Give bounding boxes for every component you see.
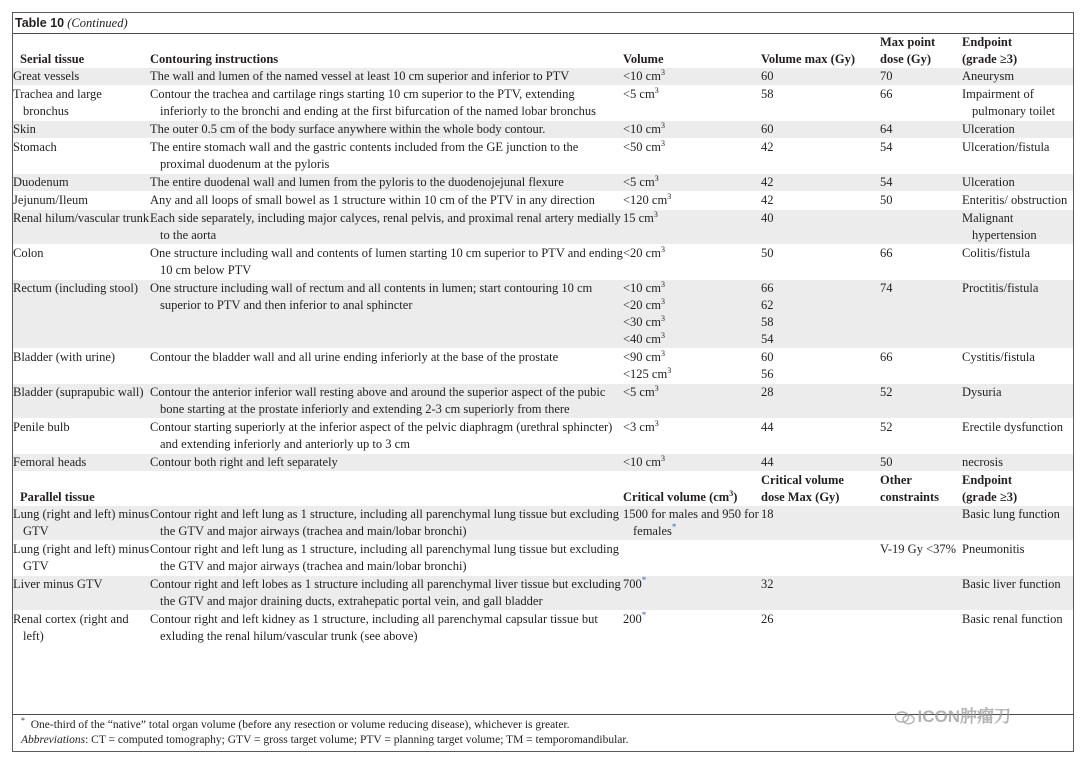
max-point-dose-cell: 52 (880, 419, 962, 454)
table-row (13, 384, 1073, 419)
volume-value (623, 454, 761, 471)
superscript-3: 3 (654, 85, 659, 95)
contouring-cell: Contour right and left kidney as 1 structure, including all parenchymal capsular tissue but exluding the renal hilum/vascular trunk (see above) (150, 611, 623, 646)
volume-max-value: 40 (761, 211, 774, 225)
volume-cell (623, 384, 761, 419)
endpoint-cell: Enteritis/ obstruction (962, 192, 1073, 210)
header-critical-volume-text: Critical volume (cm (623, 490, 730, 504)
table-frame (12, 12, 1074, 752)
parallel-tissue-cell: Renal cortex (right and left) (13, 611, 150, 646)
superscript-3: 3 (654, 383, 659, 393)
volume-cell (623, 139, 761, 174)
header-serial-tissue: Serial tissue (20, 52, 85, 66)
serial-tissue-cell: Jejunum/Ileum (13, 192, 150, 210)
serial-tissue-cell: Trachea and large bronchus (13, 86, 150, 121)
volume-text: 15 cm (623, 211, 654, 225)
volume-cell (623, 245, 761, 280)
volume-max-cell (761, 384, 880, 419)
watermark (895, 702, 1012, 727)
volume-max-value: 44 (761, 455, 774, 469)
header-volume-max: Volume max (Gy) (761, 52, 855, 66)
wechat-icon (895, 711, 915, 725)
endpoint-cell: Basic renal function (962, 611, 1073, 646)
table-caption (13, 13, 1073, 34)
data-table (13, 34, 1073, 646)
volume-text: <5 cm (623, 175, 655, 189)
abbreviations-label: Abbreviations (21, 734, 86, 746)
serial-tissue-cell: Bladder (suprapubic wall) (13, 384, 150, 419)
volume-text: <5 cm (623, 87, 655, 101)
parallel-header-row (13, 472, 1073, 507)
critical-volume-text: 200 (623, 612, 642, 626)
volume-value (623, 139, 761, 156)
critical-volume-cell (623, 611, 761, 646)
contouring-cell: Contour the trachea and cartilage rings starting 10 cm superior to the PTV, extending inferiorly to the bronchi and ending at the first bifurcation of the named lobar bronchus (150, 86, 623, 121)
contouring-cell: The entire duodenal wall and lumen from the pyloris to the duodenojejunal flexure (150, 174, 623, 192)
volume-value (623, 121, 761, 138)
header-critical-dose-line2: dose Max (Gy) (761, 490, 840, 504)
critical-dose-cell: 32 (761, 576, 880, 611)
footnote-marker: * (641, 574, 647, 585)
volume-value (623, 349, 761, 366)
header-contouring: Contouring instructions (150, 52, 279, 66)
volume-max-cell (761, 349, 880, 384)
table-row (13, 192, 1073, 210)
volume-text: <120 cm (623, 193, 668, 207)
volume-cell (623, 349, 761, 384)
volume-max-value: 50 (761, 246, 774, 260)
volume-text: <10 cm (623, 455, 661, 469)
header-max-point-line2: dose (Gy) (880, 52, 932, 66)
volume-max-cell (761, 245, 880, 280)
table-row (13, 506, 1073, 541)
endpoint-cell: Proctitis/fistula (962, 280, 1073, 349)
volume-value (623, 86, 761, 103)
max-point-dose-cell: 54 (880, 139, 962, 174)
contouring-cell: Contour both right and left separately (150, 454, 623, 472)
volume-max-cell (761, 454, 880, 472)
volume-cell (623, 86, 761, 121)
critical-dose-cell: 18 (761, 506, 880, 541)
endpoint-cell: Aneurysm (962, 68, 1073, 86)
critical-volume-text: 700 (623, 577, 642, 591)
volume-text: <5 cm (623, 385, 655, 399)
volume-max-cell (761, 68, 880, 86)
volume-max-value: 44 (761, 420, 774, 434)
header-parallel-tissue: Parallel tissue (13, 472, 150, 507)
contouring-cell: One structure including wall of rectum and all contents in lumen; start contouring 10 cm superior to PTV and then inferior to anal sphincter (150, 280, 623, 349)
superscript-3: 3 (660, 330, 665, 340)
header-critical-dose-line1: Critical volume (761, 473, 844, 487)
max-point-dose-cell: 66 (880, 349, 962, 384)
table-row (13, 68, 1073, 86)
volume-value (623, 210, 761, 227)
critical-volume-cell (623, 541, 761, 576)
header-parallel-endpoint (962, 472, 1073, 507)
volume-value (623, 314, 761, 331)
critical-volume-text: 1500 for males and 950 for females (623, 507, 759, 538)
superscript-3: 3 (660, 296, 665, 306)
other-constraints-cell (880, 506, 962, 541)
table-label: Table 10 (15, 16, 65, 30)
table-row (13, 86, 1073, 121)
superscript-3: 3 (660, 313, 665, 323)
volume-max-cell (761, 174, 880, 192)
contouring-cell: Contour starting superiorly at the inferior aspect of the pelvic diaphragm (urethral sphincter) and extending inferiorly and anteriorly up to 3 cm (150, 419, 623, 454)
serial-tissue-cell: Stomach (13, 139, 150, 174)
volume-max-cell (761, 139, 880, 174)
table-row (13, 454, 1073, 472)
max-point-dose-cell: 50 (880, 192, 962, 210)
table-row (13, 139, 1073, 174)
footnote-abbreviations (21, 733, 1067, 748)
volume-cell (623, 210, 761, 245)
max-point-dose-cell: 66 (880, 245, 962, 280)
endpoint-cell: Cystitis/fistula (962, 349, 1073, 384)
superscript-3: 3 (667, 191, 672, 201)
volume-cell (623, 419, 761, 454)
other-constraints-cell (880, 576, 962, 611)
volume-value (623, 280, 761, 297)
max-point-dose-cell: 54 (880, 174, 962, 192)
volume-max-value: 60 (761, 350, 774, 364)
volume-max-value: 58 (761, 315, 774, 329)
critical-volume-cell (623, 576, 761, 611)
volume-value (623, 174, 761, 191)
volume-max-cell (761, 280, 880, 349)
endpoint-cell: Impairment of pulmonary toilet (962, 86, 1073, 121)
volume-value (623, 68, 761, 85)
serial-tissue-cell: Renal hilum/vascular trunk (13, 210, 150, 245)
max-point-dose-cell (880, 210, 962, 245)
header-other-line2: constraints (880, 490, 940, 504)
contouring-cell: The wall and lumen of the named vessel at least 10 cm superior and inferior to PTV (150, 68, 623, 86)
endpoint-cell: Pneumonitis (962, 541, 1073, 576)
footnote-star: * (21, 716, 25, 726)
footnote-marker: * (641, 609, 647, 620)
serial-tissue-cell: Femoral heads (13, 454, 150, 472)
volume-max-value: 42 (761, 140, 774, 154)
serial-tissue-cell: Great vessels (13, 68, 150, 86)
header-critical-volume (623, 472, 761, 507)
superscript-3: 3 (660, 120, 665, 130)
other-constraints-cell: V-19 Gy <37% (880, 541, 962, 576)
volume-max-cell (761, 86, 880, 121)
volume-max-cell (761, 210, 880, 245)
abbreviations-text: : CT = computed tomography; GTV = gross target volume; PTV = planning target volume; TM = temporomandibular. (85, 734, 629, 746)
endpoint-cell: Dysuria (962, 384, 1073, 419)
header-endpoint (962, 34, 1073, 68)
header-endpoint-line2: (grade ≥3) (962, 52, 1018, 66)
volume-value (623, 245, 761, 262)
superscript-3: 3 (654, 173, 659, 183)
volume-value (623, 366, 761, 383)
endpoint-cell: Ulceration/fistula (962, 139, 1073, 174)
endpoint-cell: Ulceration (962, 174, 1073, 192)
serial-tissue-cell: Bladder (with urine) (13, 349, 150, 384)
table-row (13, 576, 1073, 611)
contouring-cell: Any and all loops of small bowel as 1 structure within 10 cm of the PTV in any direction (150, 192, 623, 210)
table-row (13, 210, 1073, 245)
volume-value (623, 331, 761, 348)
max-point-dose-cell: 52 (880, 384, 962, 419)
volume-value (623, 384, 761, 401)
header-parallel-endpoint-line1: Endpoint (962, 473, 1013, 487)
header-endpoint-line1: Endpoint (962, 35, 1013, 49)
endpoint-cell: Malignant hypertension (962, 210, 1073, 245)
superscript-3: 3 (660, 244, 665, 254)
volume-max-value: 66 (761, 281, 774, 295)
volume-max-cell (761, 192, 880, 210)
volume-max-value: 54 (761, 332, 774, 346)
table-row (13, 174, 1073, 192)
volume-text: <50 cm (623, 140, 661, 154)
max-point-dose-cell: 50 (880, 454, 962, 472)
endpoint-cell: Erectile dysfunction (962, 419, 1073, 454)
contouring-cell: The outer 0.5 cm of the body surface anywhere within the whole body contour. (150, 121, 623, 139)
header-parallel-endpoint-line2: (grade ≥3) (962, 490, 1018, 504)
volume-max-value: 62 (761, 298, 774, 312)
endpoint-cell: Ulceration (962, 121, 1073, 139)
volume-text: <20 cm (623, 298, 661, 312)
parallel-tissue-cell: Lung (right and left) minus GTV (13, 541, 150, 576)
parallel-tissue-cell: Liver minus GTV (13, 576, 150, 611)
contouring-cell: Contour right and left lobes as 1 structure including all parenchymal liver tissue but excluding the GTV and major draining ducts, extrahepatic portal vein, and gall bladder (150, 576, 623, 611)
max-point-dose-cell: 70 (880, 68, 962, 86)
table-row (13, 419, 1073, 454)
superscript-3: 3 (660, 279, 665, 289)
endpoint-cell: Basic liver function (962, 576, 1073, 611)
header-max-point-line1: Max point (880, 35, 936, 49)
endpoint-cell: Colitis/fistula (962, 245, 1073, 280)
volume-max-value: 28 (761, 385, 774, 399)
volume-cell (623, 121, 761, 139)
volume-text: <125 cm (623, 367, 668, 381)
superscript-3: 3 (660, 138, 665, 148)
footnote-note: One-third of the “native” total organ volume (before any resection or volume reducing disease), whichever is greater. (30, 719, 570, 731)
max-point-dose-cell: 66 (880, 86, 962, 121)
serial-tissue-cell: Rectum (including stool) (13, 280, 150, 349)
volume-max-value: 42 (761, 193, 774, 207)
critical-dose-cell (761, 541, 880, 576)
footnote-marker: * (671, 521, 677, 532)
contouring-cell: Contour right and left lung as 1 structure, including all parenchymal lung tissue but excluding the GTV and major airways (trachea and main/lobar bronchi) (150, 541, 623, 576)
volume-max-value: 56 (761, 367, 774, 381)
superscript-3: 3 (667, 365, 672, 375)
volume-text: <40 cm (623, 332, 661, 346)
volume-cell (623, 174, 761, 192)
table-row (13, 280, 1073, 349)
other-constraints-cell (880, 611, 962, 646)
header-critical-dose (761, 472, 880, 507)
parallel-tissue-cell: Lung (right and left) minus GTV (13, 506, 150, 541)
volume-max-cell (761, 121, 880, 139)
volume-text: <10 cm (623, 122, 661, 136)
header-critical-volume-close: ) (733, 490, 738, 504)
header-parallel-contouring (150, 472, 623, 507)
superscript-3: 3 (653, 209, 658, 219)
endpoint-cell: Basic lung function (962, 506, 1073, 541)
serial-tissue-cell: Colon (13, 245, 150, 280)
max-point-dose-cell: 74 (880, 280, 962, 349)
serial-tissue-cell: Penile bulb (13, 419, 150, 454)
superscript-3: 3 (660, 67, 665, 77)
volume-text: <90 cm (623, 350, 661, 364)
serial-header-row (13, 34, 1073, 68)
volume-cell (623, 454, 761, 472)
table-body (13, 34, 1073, 646)
contouring-cell: Contour the anterior inferior wall resting above and around the superior aspect of the pubic bone starting at the prostate inferiorly and extending 2-3 cm superiorly from there (150, 384, 623, 419)
superscript-3: 3 (660, 348, 665, 358)
volume-max-value: 60 (761, 69, 774, 83)
critical-dose-cell: 26 (761, 611, 880, 646)
contouring-cell: Contour right and left lung as 1 structure, including all parenchymal lung tissue but excluding the GTV and major airways (trachea and main/lobar bronchi) (150, 506, 623, 541)
endpoint-cell: necrosis (962, 454, 1073, 472)
table-row (13, 245, 1073, 280)
superscript-3: 3 (660, 453, 665, 463)
watermark-text: ICON肿瘤刀 (917, 707, 1011, 726)
volume-cell (623, 68, 761, 86)
volume-text: <10 cm (623, 281, 661, 295)
volume-text: <3 cm (623, 420, 655, 434)
superscript-3: 3 (654, 418, 659, 428)
serial-tissue-cell: Skin (13, 121, 150, 139)
volume-text: <30 cm (623, 315, 661, 329)
contouring-cell: One structure including wall and contents of lumen starting 10 cm superior to PTV and ending 10 cm below PTV (150, 245, 623, 280)
table-continued: (Continued) (67, 16, 128, 30)
volume-cell (623, 280, 761, 349)
table-row (13, 611, 1073, 646)
contouring-cell: Contour the bladder wall and all urine ending inferiorly at the base of the prostate (150, 349, 623, 384)
header-other-constraints (880, 472, 962, 507)
serial-tissue-cell: Duodenum (13, 174, 150, 192)
critical-volume-cell (623, 506, 761, 541)
volume-max-value: 60 (761, 122, 774, 136)
table-row (13, 121, 1073, 139)
volume-value (623, 297, 761, 314)
header-volume: Volume (623, 52, 664, 66)
volume-value (623, 192, 761, 209)
table-row (13, 541, 1073, 576)
contouring-cell: Each side separately, including major calyces, renal pelvis, and proximal renal artery medially to the aorta (150, 210, 623, 245)
contouring-cell: The entire stomach wall and the gastric contents included from the GE junction to the proximal duodenum at the pyloris (150, 139, 623, 174)
header-max-point (880, 34, 962, 68)
header-other-line1: Other (880, 473, 912, 487)
max-point-dose-cell: 64 (880, 121, 962, 139)
volume-max-cell (761, 419, 880, 454)
volume-value (623, 419, 761, 436)
volume-cell (623, 192, 761, 210)
superscript-3: 3 (729, 488, 734, 498)
volume-max-value: 42 (761, 175, 774, 189)
volume-text: <20 cm (623, 246, 661, 260)
volume-max-value: 58 (761, 87, 774, 101)
volume-text: <10 cm (623, 69, 661, 83)
table-row (13, 349, 1073, 384)
